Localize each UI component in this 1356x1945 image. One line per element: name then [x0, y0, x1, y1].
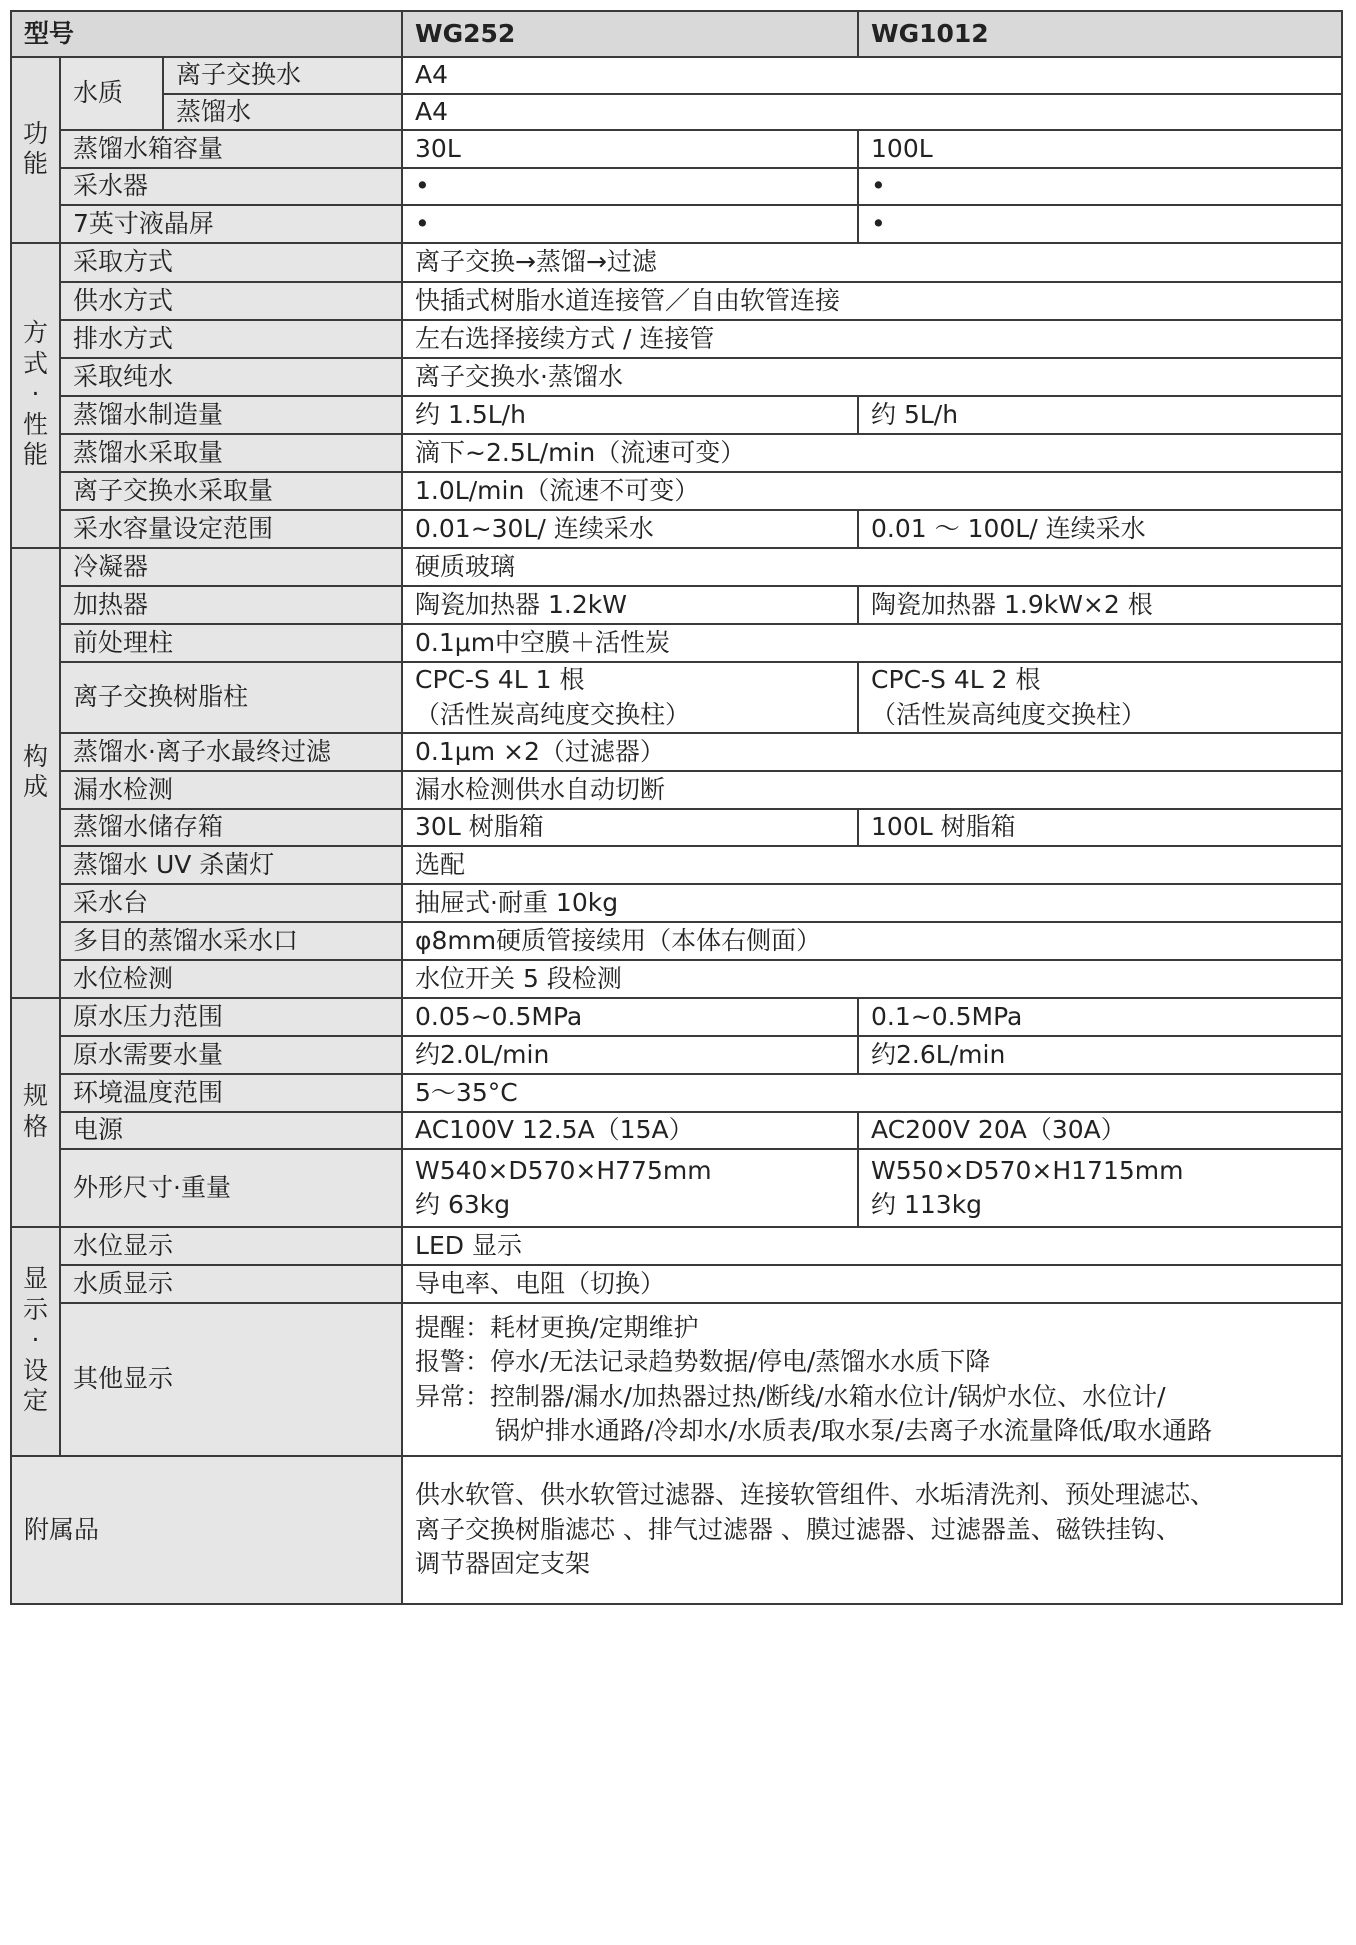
cell-line: 异常：控制器/漏水/加热器过热/断线/水箱水位计/锅炉水位、水位计/ — [415, 1381, 1166, 1411]
table-row — [11, 771, 1342, 809]
group-accessories: 附属品 — [11, 1456, 402, 1604]
row-label: 离子交换水采取量 — [60, 472, 402, 510]
cell-line: （活性炭高纯度交换柱） — [871, 699, 1147, 729]
cell-value: A4 — [402, 94, 1342, 131]
table-row — [11, 1036, 1342, 1074]
cell-value: LED 显示 — [402, 1227, 1342, 1265]
cell-value: 离子交换水·蒸馏水 — [402, 358, 1342, 396]
table-row — [11, 94, 1342, 131]
cell-value: 漏水检测供水自动切断 — [402, 771, 1342, 809]
table-row — [11, 922, 1342, 960]
row-label: 7英寸液晶屏 — [60, 205, 402, 243]
cell-value: 约 1.5L/h — [402, 396, 858, 434]
row-label: 其他显示 — [60, 1303, 402, 1456]
cell-value: AC100V 12.5A（15A） — [402, 1112, 858, 1149]
cell-value: 0.01~30L/ 连续采水 — [402, 510, 858, 548]
row-label: 离子交换树脂柱 — [60, 662, 402, 733]
row-label: 排水方式 — [60, 320, 402, 358]
table-row — [11, 130, 1342, 168]
cell-value — [858, 1149, 1342, 1227]
row-label: 采取纯水 — [60, 358, 402, 396]
row-label: 外形尺寸·重量 — [60, 1149, 402, 1227]
cell-line: W540×D570×H775mm — [415, 1155, 712, 1185]
group-composition: 构成 — [11, 548, 60, 998]
cell-value: A4 — [402, 57, 1342, 94]
cell-value — [402, 1149, 858, 1227]
row-label: 前处理柱 — [60, 624, 402, 662]
row-label: 蒸馏水箱容量 — [60, 130, 402, 168]
row-label: 蒸馏水采取量 — [60, 434, 402, 472]
cell-line: W550×D570×H1715mm — [871, 1155, 1184, 1185]
cell-value: 抽屉式·耐重 10kg — [402, 884, 1342, 922]
cell-line: CPC-S 4L 1 根 — [415, 665, 585, 694]
table-row — [11, 205, 1342, 243]
cell-value — [402, 662, 858, 733]
row-label: 蒸馏水储存箱 — [60, 809, 402, 846]
row-label: 多目的蒸馏水采水口 — [60, 922, 402, 960]
cell-value: 导电率、电阻（切换） — [402, 1265, 1342, 1303]
cell-line: 离子交换树脂滤芯 、排气过滤器 、膜过滤器、过滤器盖、磁铁挂钩、 — [415, 1514, 1181, 1544]
cell-value: 约2.6L/min — [858, 1036, 1342, 1074]
row-label: 采水台 — [60, 884, 402, 922]
table-row — [11, 733, 1342, 771]
table-row — [11, 624, 1342, 662]
row-label: 加热器 — [60, 586, 402, 624]
table-row — [11, 662, 1342, 733]
row-label: 水质显示 — [60, 1265, 402, 1303]
cell-value: • — [402, 168, 858, 205]
table-row — [11, 1265, 1342, 1303]
cell-value: 陶瓷加热器 1.2kW — [402, 586, 858, 624]
cell-value: 约2.0L/min — [402, 1036, 858, 1074]
cell-value: 选配 — [402, 846, 1342, 884]
table-row — [11, 586, 1342, 624]
cell-line: 提醒：耗材更换/定期维护 — [415, 1312, 699, 1342]
cell-line: 报警：停水/无法记录趋势数据/停电/蒸馏水水质下降 — [415, 1347, 991, 1376]
cell-value: 水位开关 5 段检测 — [402, 960, 1342, 998]
spec-table — [10, 10, 1343, 1605]
row-label: 采水器 — [60, 168, 402, 205]
row-label: 原水压力范围 — [60, 998, 402, 1036]
cell-line: 锅炉排水通路/冷却水/水质表/取水泵/去离子水流量降低/取水通路 — [495, 1416, 1213, 1445]
table-row — [11, 243, 1342, 282]
cell-value: • — [402, 205, 858, 243]
cell-value: • — [858, 168, 1342, 205]
cell-line: CPC-S 4L 2 根 — [871, 665, 1041, 694]
row-label: 离子交换水 — [163, 57, 402, 94]
table-row — [11, 396, 1342, 434]
cell-value: 约 5L/h — [858, 396, 1342, 434]
group-method: 方式·性能 — [11, 243, 60, 548]
table-row — [11, 320, 1342, 358]
cell-line: 供水软管、供水软管过滤器、连接软管组件、水垢清洗剂、预处理滤芯、 — [415, 1480, 1216, 1510]
table-row — [11, 434, 1342, 472]
table-row — [11, 1456, 1342, 1604]
cell-value: AC200V 20A（30A） — [858, 1112, 1342, 1149]
cell-value: 100L — [858, 130, 1342, 168]
table-row — [11, 809, 1342, 846]
cell-value — [402, 1303, 1342, 1456]
table-row — [11, 57, 1342, 94]
group-spec: 规格 — [11, 998, 60, 1227]
header-model: 型号 — [11, 11, 402, 57]
table-row — [11, 282, 1342, 320]
cell-value: 0.05~0.5MPa — [402, 998, 858, 1036]
cell-value: • — [858, 205, 1342, 243]
row-label: 供水方式 — [60, 282, 402, 320]
cell-value: 陶瓷加热器 1.9kW×2 根 — [858, 586, 1342, 624]
header-wg1012: WG1012 — [858, 11, 1342, 57]
header-wg252: WG252 — [402, 11, 858, 57]
cell-line: 约 113kg — [871, 1190, 983, 1219]
cell-line: 调节器固定支架 — [415, 1549, 591, 1579]
cell-value: 30L 树脂箱 — [402, 809, 858, 846]
cell-value: 30L — [402, 130, 858, 168]
group-display: 显示·设定 — [11, 1227, 60, 1456]
cell-value: 1.0L/min（流速不可变） — [402, 472, 1342, 510]
cell-value: φ8mm硬质管接续用（本体右侧面） — [402, 922, 1342, 960]
table-row — [11, 168, 1342, 205]
table-row — [11, 472, 1342, 510]
row-label: 蒸馏水 UV 杀菌灯 — [60, 846, 402, 884]
row-label: 冷凝器 — [60, 548, 402, 586]
cell-value: 离子交换→蒸馏→过滤 — [402, 243, 1342, 282]
table-row — [11, 846, 1342, 884]
cell-value: 滴下~2.5L/min（流速可变） — [402, 434, 1342, 472]
cell-value: 100L 树脂箱 — [858, 809, 1342, 846]
row-label: 采取方式 — [60, 243, 402, 282]
row-label: 蒸馏水·离子水最终过滤 — [60, 733, 402, 771]
cell-line: 约 63kg — [415, 1190, 511, 1219]
cell-value: 5～35°C — [402, 1074, 1342, 1112]
cell-line: （活性炭高纯度交换柱） — [415, 699, 691, 729]
row-label: 电源 — [60, 1112, 402, 1149]
table-row — [11, 998, 1342, 1036]
table-row — [11, 960, 1342, 998]
row-label: 水位检测 — [60, 960, 402, 998]
table-row — [11, 1149, 1342, 1227]
table-row — [11, 1074, 1342, 1112]
table-row — [11, 1112, 1342, 1149]
row-label: 蒸馏水制造量 — [60, 396, 402, 434]
table-row — [11, 1303, 1342, 1456]
table-row — [11, 1227, 1342, 1265]
table-row — [11, 884, 1342, 922]
cell-value: 快插式树脂水道连接管／自由软管连接 — [402, 282, 1342, 320]
row-label: 漏水检测 — [60, 771, 402, 809]
row-label: 蒸馏水 — [163, 94, 402, 131]
table-row — [11, 548, 1342, 586]
row-label: 原水需要水量 — [60, 1036, 402, 1074]
row-label: 采水容量设定范围 — [60, 510, 402, 548]
cell-value: 0.01 ～ 100L/ 连续采水 — [858, 510, 1342, 548]
cell-value: 0.1μm ×2（过滤器） — [402, 733, 1342, 771]
cell-value: 硬质玻璃 — [402, 548, 1342, 586]
cell-value: 0.1μm中空膜＋活性炭 — [402, 624, 1342, 662]
cell-value: 左右选择接续方式 / 连接管 — [402, 320, 1342, 358]
table-row — [11, 510, 1342, 548]
row-label: 水位显示 — [60, 1227, 402, 1265]
group-function: 功能 — [11, 57, 60, 243]
cell-value — [402, 1456, 1342, 1604]
row-label: 水质 — [60, 57, 163, 130]
cell-value — [858, 662, 1342, 733]
cell-value: 0.1~0.5MPa — [858, 998, 1342, 1036]
row-label: 环境温度范围 — [60, 1074, 402, 1112]
header-row — [11, 11, 1342, 57]
table-row — [11, 358, 1342, 396]
